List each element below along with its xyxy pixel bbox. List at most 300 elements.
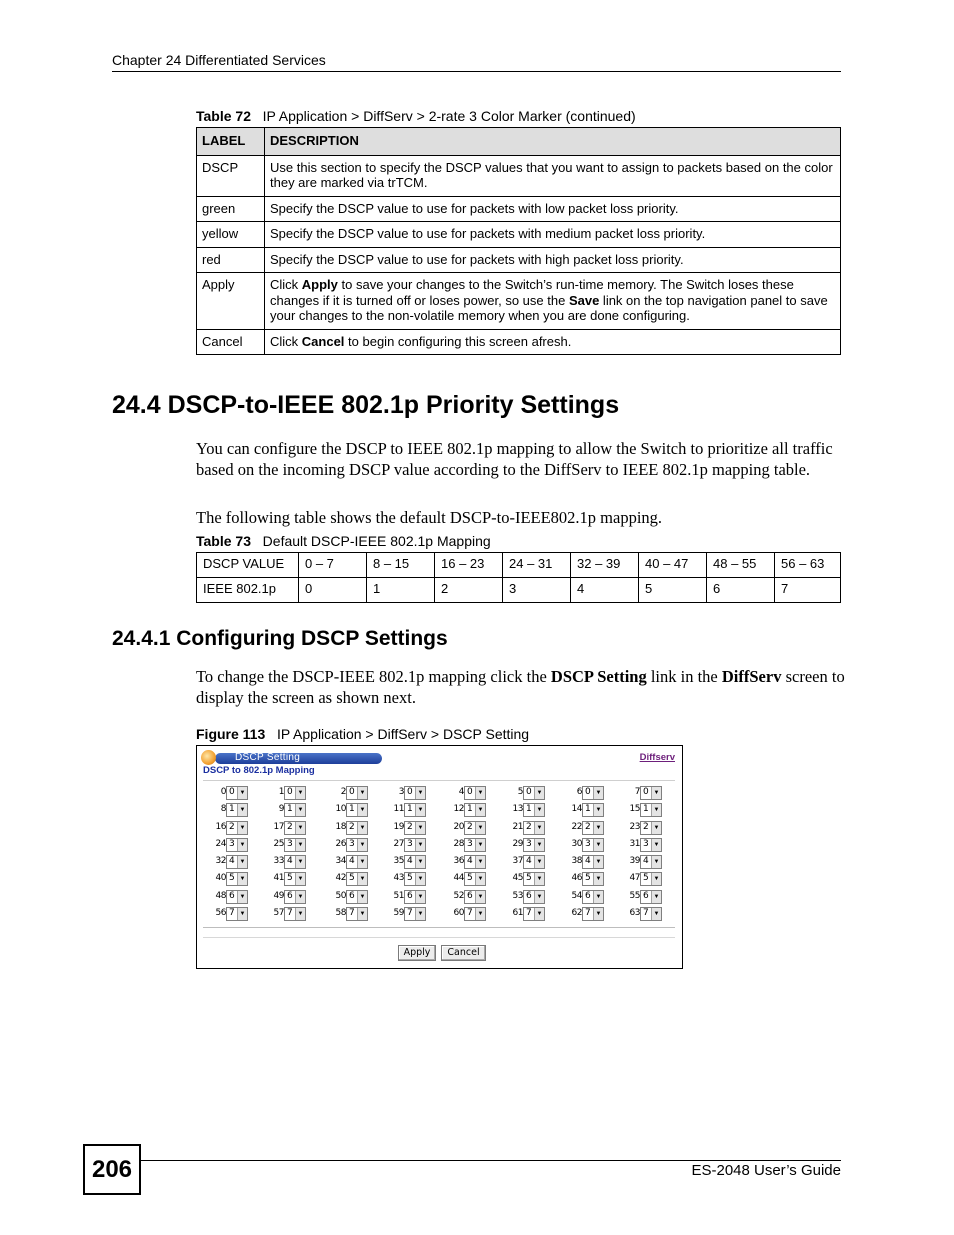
priority-select[interactable]	[640, 786, 662, 800]
dropdown-arrow-icon[interactable]: ▼	[475, 822, 485, 834]
priority-select[interactable]	[226, 855, 248, 869]
dscp-value-label: 26	[335, 838, 346, 849]
dscp-mapping-cell	[188, 872, 248, 886]
priority-select-value: 1	[467, 804, 473, 815]
dropdown-arrow-icon[interactable]: ▼	[651, 804, 661, 816]
subsection-heading: 24.4.1 Configuring DSCP Settings	[112, 627, 448, 650]
dropdown-arrow-icon[interactable]: ▼	[237, 822, 247, 834]
row-label: Cancel	[197, 329, 265, 355]
dscp-mapping-cell	[246, 872, 306, 886]
priority-select[interactable]	[346, 872, 368, 886]
dscp-value-label: 54	[571, 890, 582, 901]
priority-select-value: 2	[407, 821, 413, 832]
dscp-mapping-cell	[602, 786, 662, 800]
dropdown-arrow-icon[interactable]: ▼	[651, 856, 661, 868]
priority-select-value: 6	[467, 890, 473, 901]
dropdown-arrow-icon[interactable]: ▼	[593, 891, 603, 903]
dropdown-arrow-icon[interactable]: ▼	[295, 804, 305, 816]
priority-select-value: 7	[349, 908, 355, 919]
table-header-row	[197, 128, 841, 156]
dscp-mapping-cell	[308, 907, 368, 921]
dscp-value-label: 4	[458, 787, 464, 797]
priority-select[interactable]	[346, 838, 368, 852]
priority-select[interactable]	[640, 890, 662, 904]
dscp-mapping-grid	[203, 786, 675, 924]
table-row	[197, 578, 841, 603]
dscp-value-label: 13	[512, 804, 523, 815]
dscp-value-label: 24	[215, 838, 226, 849]
dropdown-arrow-icon[interactable]: ▼	[593, 804, 603, 816]
dropdown-arrow-icon[interactable]: ▼	[295, 891, 305, 903]
priority-select[interactable]	[226, 890, 248, 904]
table-row	[197, 553, 841, 578]
dropdown-arrow-icon[interactable]: ▼	[651, 822, 661, 834]
priority-select[interactable]	[523, 821, 545, 835]
priority-select-value: 4	[349, 856, 355, 867]
priority-select-value: 1	[349, 804, 355, 815]
desc-bold-cancel: Cancel	[301, 333, 345, 349]
dropdown-arrow-icon[interactable]: ▼	[534, 873, 544, 885]
dropdown-arrow-icon[interactable]: ▼	[357, 822, 367, 834]
dscp-mapping-cell	[426, 872, 486, 886]
dropdown-arrow-icon[interactable]: ▼	[295, 873, 305, 885]
priority-select-value: 0	[349, 787, 355, 797]
dscp-value-label: 41	[273, 873, 284, 884]
dscp-value-label: 34	[335, 856, 346, 867]
dropdown-arrow-icon[interactable]: ▼	[593, 787, 603, 799]
dscp-mapping-cell	[188, 907, 248, 921]
dropdown-arrow-icon[interactable]: ▼	[237, 787, 247, 799]
row-label: green	[197, 196, 265, 222]
table72-caption-text: IP Application > DiffServ > 2-rate 3 Color Marker (continued)	[262, 108, 636, 124]
priority-select[interactable]	[404, 838, 426, 852]
priority-select-value: 6	[643, 890, 649, 901]
priority-select[interactable]	[346, 890, 368, 904]
dscp-value-label: 44	[453, 873, 464, 884]
para-text: link in the	[646, 667, 722, 686]
dscp-mapping-cell	[246, 907, 306, 921]
dscp-value-label: 51	[393, 890, 404, 901]
priority-select-value: 2	[287, 821, 293, 832]
dscp-mapping-cell	[485, 821, 545, 835]
dropdown-arrow-icon[interactable]: ▼	[475, 839, 485, 851]
priority-select-value: 1	[287, 804, 293, 815]
table-cell: 7	[775, 578, 841, 603]
dropdown-arrow-icon[interactable]: ▼	[237, 873, 247, 885]
table-cell: 8 – 15	[367, 553, 435, 578]
priority-select[interactable]	[523, 838, 545, 852]
dscp-mapping-cell	[602, 907, 662, 921]
apply-button[interactable]: Apply	[398, 945, 436, 961]
dscp-mapping-cell	[366, 786, 426, 800]
dropdown-arrow-icon[interactable]: ▼	[357, 839, 367, 851]
dropdown-arrow-icon[interactable]: ▼	[237, 804, 247, 816]
priority-select[interactable]	[346, 907, 368, 921]
dscp-value-label: 31	[629, 838, 640, 849]
priority-select[interactable]	[582, 907, 604, 921]
priority-select-value: 3	[287, 838, 293, 849]
priority-select[interactable]	[582, 890, 604, 904]
dscp-mapping-cell	[188, 821, 248, 835]
dropdown-arrow-icon[interactable]: ▼	[295, 908, 305, 920]
table-cell: 56 – 63	[775, 553, 841, 578]
dscp-mapping-cell	[602, 855, 662, 869]
dscp-mapping-cell	[246, 803, 306, 817]
dscp-mapping-cell	[602, 803, 662, 817]
dscp-value-label: 55	[629, 890, 640, 901]
priority-select-value: 5	[349, 873, 355, 884]
dscp-value-label: 9	[278, 804, 284, 815]
dropdown-arrow-icon[interactable]: ▼	[295, 787, 305, 799]
priority-select[interactable]	[226, 907, 248, 921]
dropdown-arrow-icon[interactable]: ▼	[415, 908, 425, 920]
priority-select-value: 5	[407, 873, 413, 884]
guide-name: ES-2048 User’s Guide	[691, 1162, 841, 1179]
priority-select[interactable]	[640, 872, 662, 886]
dropdown-arrow-icon[interactable]: ▼	[534, 856, 544, 868]
table-cell: 5	[639, 578, 707, 603]
priority-select[interactable]	[582, 786, 604, 800]
dscp-mapping-cell	[246, 838, 306, 852]
dscp-value-label: 48	[215, 890, 226, 901]
priority-select[interactable]	[284, 821, 306, 835]
dropdown-arrow-icon[interactable]: ▼	[357, 856, 367, 868]
priority-select[interactable]	[404, 803, 426, 817]
priority-select[interactable]	[284, 803, 306, 817]
dscp-value-label: 8	[220, 804, 226, 815]
priority-select[interactable]	[582, 872, 604, 886]
dropdown-arrow-icon[interactable]: ▼	[593, 873, 603, 885]
dscp-mapping-cell	[426, 838, 486, 852]
priority-select[interactable]	[226, 838, 248, 852]
dropdown-arrow-icon[interactable]: ▼	[237, 856, 247, 868]
dscp-mapping-cell	[188, 890, 248, 904]
row-description	[265, 273, 841, 330]
priority-select-value: 4	[407, 856, 413, 867]
priority-select-value: 3	[229, 838, 235, 849]
priority-select[interactable]	[226, 821, 248, 835]
dscp-mapping-cell	[366, 907, 426, 921]
priority-select-value: 7	[643, 908, 649, 919]
dscp-mapping-cell	[426, 821, 486, 835]
priority-select[interactable]	[523, 803, 545, 817]
priority-select[interactable]	[582, 855, 604, 869]
priority-select[interactable]	[284, 786, 306, 800]
dscp-mapping-cell	[188, 855, 248, 869]
dropdown-arrow-icon[interactable]: ▼	[237, 891, 247, 903]
priority-select-value: 5	[526, 873, 532, 884]
priority-select[interactable]	[284, 872, 306, 886]
dropdown-arrow-icon[interactable]: ▼	[593, 822, 603, 834]
dscp-mapping-cell	[544, 786, 604, 800]
dscp-value-label: 2	[340, 787, 346, 797]
divider	[203, 937, 675, 938]
dscp-value-label: 28	[453, 838, 464, 849]
priority-select[interactable]	[346, 821, 368, 835]
dropdown-arrow-icon[interactable]: ▼	[651, 873, 661, 885]
priority-select[interactable]	[464, 803, 486, 817]
priority-select[interactable]	[464, 907, 486, 921]
dscp-mapping-cell	[485, 907, 545, 921]
dscp-value-label: 58	[335, 908, 346, 919]
screen-title-orb-icon	[201, 750, 216, 765]
dscp-mapping-cell	[308, 786, 368, 800]
priority-select[interactable]	[582, 821, 604, 835]
dscp-value-label: 16	[215, 821, 226, 832]
priority-select[interactable]	[404, 890, 426, 904]
priority-select[interactable]	[284, 838, 306, 852]
dropdown-arrow-icon[interactable]: ▼	[475, 908, 485, 920]
priority-select-value: 0	[229, 787, 235, 797]
priority-select[interactable]	[464, 786, 486, 800]
dropdown-arrow-icon[interactable]: ▼	[534, 804, 544, 816]
priority-select-value: 2	[526, 821, 532, 832]
priority-select[interactable]	[404, 821, 426, 835]
priority-select-value: 4	[643, 856, 649, 867]
dscp-value-label: 27	[393, 838, 404, 849]
dscp-mapping-cell	[544, 855, 604, 869]
dropdown-arrow-icon[interactable]: ▼	[651, 787, 661, 799]
dscp-mapping-cell	[246, 821, 306, 835]
dropdown-arrow-icon[interactable]: ▼	[295, 856, 305, 868]
dropdown-arrow-icon[interactable]: ▼	[415, 873, 425, 885]
priority-select-value: 1	[585, 804, 591, 815]
dropdown-arrow-icon[interactable]: ▼	[593, 839, 603, 851]
dropdown-arrow-icon[interactable]: ▼	[475, 891, 485, 903]
priority-select-value: 2	[349, 821, 355, 832]
dscp-mapping-cell	[366, 803, 426, 817]
priority-select-value: 7	[407, 908, 413, 919]
dscp-value-label: 56	[215, 908, 226, 919]
table-cell: 1	[367, 578, 435, 603]
dropdown-arrow-icon[interactable]: ▼	[651, 891, 661, 903]
dropdown-arrow-icon[interactable]: ▼	[357, 873, 367, 885]
priority-select[interactable]	[346, 803, 368, 817]
dropdown-arrow-icon[interactable]: ▼	[593, 856, 603, 868]
row-description: Specify the DSCP value to use for packets with medium packet loss priority.	[265, 222, 841, 248]
priority-select-value: 7	[229, 908, 235, 919]
para-bold-diffserv: DiffServ	[721, 667, 782, 686]
priority-select-value: 5	[643, 873, 649, 884]
dscp-mapping-cell	[246, 786, 306, 800]
dropdown-arrow-icon[interactable]: ▼	[237, 839, 247, 851]
dropdown-arrow-icon[interactable]: ▼	[415, 856, 425, 868]
priority-select[interactable]	[284, 890, 306, 904]
dropdown-arrow-icon[interactable]: ▼	[534, 891, 544, 903]
dscp-value-label: 49	[273, 890, 284, 901]
section-heading: 24.4 DSCP-to-IEEE 802.1p Priority Settings	[112, 391, 620, 419]
dscp-mapping-cell	[602, 838, 662, 852]
dropdown-arrow-icon[interactable]: ▼	[534, 787, 544, 799]
priority-select-value: 2	[585, 821, 591, 832]
dropdown-arrow-icon[interactable]: ▼	[415, 822, 425, 834]
dscp-value-label: 10	[335, 804, 346, 815]
dscp-value-label: 14	[571, 804, 582, 815]
dscp-mapping-cell	[602, 821, 662, 835]
priority-select[interactable]	[582, 803, 604, 817]
priority-select-value: 4	[287, 856, 293, 867]
dropdown-arrow-icon[interactable]: ▼	[475, 873, 485, 885]
priority-select[interactable]	[346, 855, 368, 869]
table-cell: 4	[571, 578, 639, 603]
dscp-mapping-cell	[602, 890, 662, 904]
table-cell: DSCP VALUE	[197, 553, 299, 578]
dscp-value-label: 0	[220, 787, 226, 797]
priority-select[interactable]	[464, 872, 486, 886]
dropdown-arrow-icon[interactable]: ▼	[415, 787, 425, 799]
mapping-row	[203, 803, 675, 820]
priority-select[interactable]	[404, 907, 426, 921]
dscp-value-label: 40	[215, 873, 226, 884]
table-row	[197, 196, 841, 222]
dropdown-arrow-icon[interactable]: ▼	[534, 908, 544, 920]
dscp-value-label: 7	[634, 787, 640, 797]
dscp-value-label: 33	[273, 856, 284, 867]
dropdown-arrow-icon[interactable]: ▼	[534, 822, 544, 834]
figure-caption-number: Figure 113	[196, 726, 266, 742]
dscp-value-label: 6	[576, 787, 582, 797]
priority-select[interactable]	[523, 786, 545, 800]
dropdown-arrow-icon[interactable]: ▼	[237, 908, 247, 920]
dropdown-arrow-icon[interactable]: ▼	[415, 839, 425, 851]
row-description: Specify the DSCP value to use for packets with low packet loss priority.	[265, 196, 841, 222]
priority-select[interactable]	[226, 803, 248, 817]
priority-select[interactable]	[640, 855, 662, 869]
priority-select[interactable]	[464, 821, 486, 835]
table-row	[197, 155, 841, 196]
dscp-mapping-cell	[544, 907, 604, 921]
table-cell: 48 – 55	[707, 553, 775, 578]
dscp-mapping-cell	[246, 890, 306, 904]
priority-select[interactable]	[464, 855, 486, 869]
table73-caption-number: Table 73	[196, 533, 251, 549]
dscp-value-label: 61	[512, 908, 523, 919]
table-row	[197, 273, 841, 330]
priority-select[interactable]	[346, 786, 368, 800]
dscp-mapping-cell	[544, 872, 604, 886]
table-cell: IEEE 802.1p	[197, 578, 299, 603]
dscp-value-label: 3	[398, 787, 404, 797]
table-cell: 0	[299, 578, 367, 603]
dscp-mapping-cell	[485, 838, 545, 852]
dropdown-arrow-icon[interactable]: ▼	[475, 787, 485, 799]
dropdown-arrow-icon[interactable]: ▼	[475, 804, 485, 816]
dscp-setting-screenshot	[196, 745, 683, 969]
dscp-mapping-cell	[188, 838, 248, 852]
dropdown-arrow-icon[interactable]: ▼	[651, 839, 661, 851]
priority-select[interactable]	[640, 838, 662, 852]
table-row	[197, 329, 841, 355]
dropdown-arrow-icon[interactable]: ▼	[534, 839, 544, 851]
priority-select[interactable]	[464, 838, 486, 852]
priority-select-value: 2	[643, 821, 649, 832]
dscp-mapping-cell	[366, 838, 426, 852]
desc-bold-save: Save	[568, 292, 600, 308]
priority-select-value: 0	[467, 787, 473, 797]
priority-select[interactable]	[640, 907, 662, 921]
priority-select[interactable]	[404, 786, 426, 800]
desc-text: Click	[270, 277, 302, 292]
dscp-mapping-cell	[426, 786, 486, 800]
dropdown-arrow-icon[interactable]: ▼	[593, 908, 603, 920]
chapter-header: Chapter 24 Differentiated Services	[112, 52, 326, 68]
priority-select[interactable]	[404, 855, 426, 869]
dscp-value-label: 19	[393, 821, 404, 832]
dropdown-arrow-icon[interactable]: ▼	[415, 891, 425, 903]
priority-select[interactable]	[226, 786, 248, 800]
dropdown-arrow-icon[interactable]: ▼	[295, 822, 305, 834]
priority-select[interactable]	[523, 872, 545, 886]
footer-rule	[140, 1160, 841, 1161]
priority-select[interactable]	[404, 872, 426, 886]
priority-select-value: 1	[407, 804, 413, 815]
diffserv-link[interactable]: Diffserv	[639, 752, 675, 763]
dscp-mapping-cell	[366, 821, 426, 835]
priority-select-value: 3	[467, 838, 473, 849]
table73-caption-text: Default DSCP-IEEE 802.1p Mapping	[262, 533, 491, 549]
priority-select-value: 2	[229, 821, 235, 832]
dropdown-arrow-icon[interactable]: ▼	[295, 839, 305, 851]
dscp-mapping-cell	[426, 803, 486, 817]
dscp-value-label: 60	[453, 908, 464, 919]
dropdown-arrow-icon[interactable]: ▼	[475, 856, 485, 868]
priority-select-value: 6	[229, 890, 235, 901]
priority-select[interactable]	[582, 838, 604, 852]
dscp-value-label: 50	[335, 890, 346, 901]
priority-select-value: 5	[229, 873, 235, 884]
table-row	[197, 222, 841, 248]
priority-select[interactable]	[523, 890, 545, 904]
dropdown-arrow-icon[interactable]: ▼	[415, 804, 425, 816]
priority-select[interactable]	[523, 855, 545, 869]
dropdown-arrow-icon[interactable]: ▼	[651, 908, 661, 920]
priority-select[interactable]	[284, 855, 306, 869]
priority-select-value: 5	[585, 873, 591, 884]
dropdown-arrow-icon[interactable]: ▼	[357, 804, 367, 816]
priority-select[interactable]	[226, 872, 248, 886]
priority-select[interactable]	[464, 890, 486, 904]
cancel-button[interactable]: Cancel	[441, 945, 486, 961]
priority-select-value: 0	[526, 787, 532, 797]
divider	[203, 780, 675, 781]
table73	[196, 552, 841, 603]
dscp-mapping-cell	[308, 803, 368, 817]
dscp-value-label: 17	[273, 821, 284, 832]
table72	[196, 127, 841, 355]
priority-select[interactable]	[523, 907, 545, 921]
priority-select-value: 3	[643, 838, 649, 849]
dscp-mapping-cell	[308, 821, 368, 835]
dscp-mapping-cell	[426, 855, 486, 869]
dropdown-arrow-icon[interactable]: ▼	[357, 891, 367, 903]
desc-text: to save your changes to the Switch’s run-time memory. The Switch loses these changes if it is turned off or loses power, so use the	[270, 277, 794, 308]
section-paragraph-2: The following table shows the default DSCP-to-IEEE802.1p mapping.	[196, 508, 663, 527]
dscp-value-label: 47	[629, 873, 640, 884]
dscp-value-label: 5	[517, 787, 523, 797]
priority-select[interactable]	[640, 821, 662, 835]
table-cell: 3	[503, 578, 571, 603]
dscp-mapping-cell	[485, 855, 545, 869]
priority-select[interactable]	[284, 907, 306, 921]
dscp-value-label: 20	[453, 821, 464, 832]
divider	[203, 927, 675, 928]
priority-select-value: 4	[229, 856, 235, 867]
dropdown-arrow-icon[interactable]: ▼	[357, 908, 367, 920]
dscp-value-label: 45	[512, 873, 523, 884]
dropdown-arrow-icon[interactable]: ▼	[357, 787, 367, 799]
priority-select-value: 1	[643, 804, 649, 815]
priority-select[interactable]	[640, 803, 662, 817]
